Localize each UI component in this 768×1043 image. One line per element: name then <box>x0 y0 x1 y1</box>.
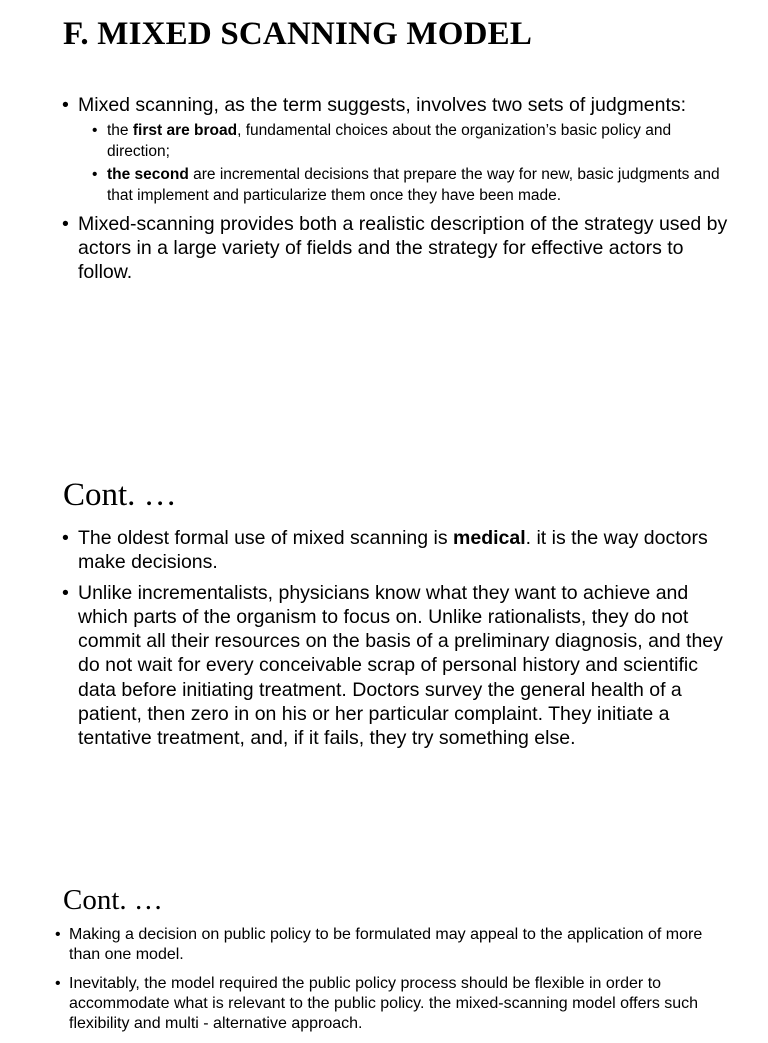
sub-bullet-item <box>107 120 738 162</box>
bullet-text: Mixed scanning, as the term suggests, involves two sets of judgments: <box>78 94 687 116</box>
sub-bullet-bold: first are broad <box>132 122 238 139</box>
bullet-list <box>78 526 728 757</box>
bullet-text: Inevitably, the model required the public policy process should be flexible in order to accommodate what is relevant to the public policy. the mixed-scanning model offers such flexibility and multi - alternative approach. <box>69 975 699 1032</box>
bullet-item <box>78 93 738 206</box>
bullet-text-prefix: The oldest formal use of mixed scanning is <box>78 527 454 549</box>
bullet-text-bold: medical <box>453 527 526 549</box>
sub-bullet-list <box>107 120 738 206</box>
sub-bullet-bold: the second <box>107 166 189 183</box>
bullet-item <box>78 212 738 284</box>
sub-bullet-text: , fundamental choices about the organization’s basic policy and direction; <box>107 122 672 160</box>
sub-bullet-text: are incremental decisions that prepare the way for new, basic judgments and that implement and particularize them once they have been made. <box>107 166 720 204</box>
bullet-item <box>69 974 724 1034</box>
bullet-text: Mixed-scanning provides both a realistic description of the strategy used by actors in a large variety of fields and the strategy for effective actors to follow. <box>78 213 728 283</box>
bullet-item <box>78 526 728 575</box>
bullet-text: Making a decision on public policy to be formulated may appeal to the application of more than one model. <box>69 926 703 963</box>
slide-title: Cont. … <box>63 477 177 513</box>
sub-bullet-item <box>107 164 738 206</box>
slide-title: Cont. … <box>63 884 163 916</box>
bullet-list <box>69 925 724 1043</box>
bullet-item <box>78 581 728 751</box>
bullet-text: Unlike incrementalists, physicians know what they want to achieve and which parts of the organism to focus on. Unlike rationalists, they do not commit all their resources on the basis of a preliminary diagnosis, and they do not wait for every conceivable scrap of personal history and scientific data before initiating treatment. Doctors survey the general health of a patient, then zero in on his or her particular complaint. They initiate a tentative treatment, and, if it fails, they try something else. <box>78 581 723 750</box>
bullet-text: . it is the way doctors make decisions. <box>78 527 708 574</box>
sub-bullet-prefix: the <box>107 122 133 139</box>
slide-title: F. MIXED SCANNING MODEL <box>63 16 533 52</box>
bullet-list <box>78 93 738 284</box>
bullet-item <box>69 925 724 965</box>
